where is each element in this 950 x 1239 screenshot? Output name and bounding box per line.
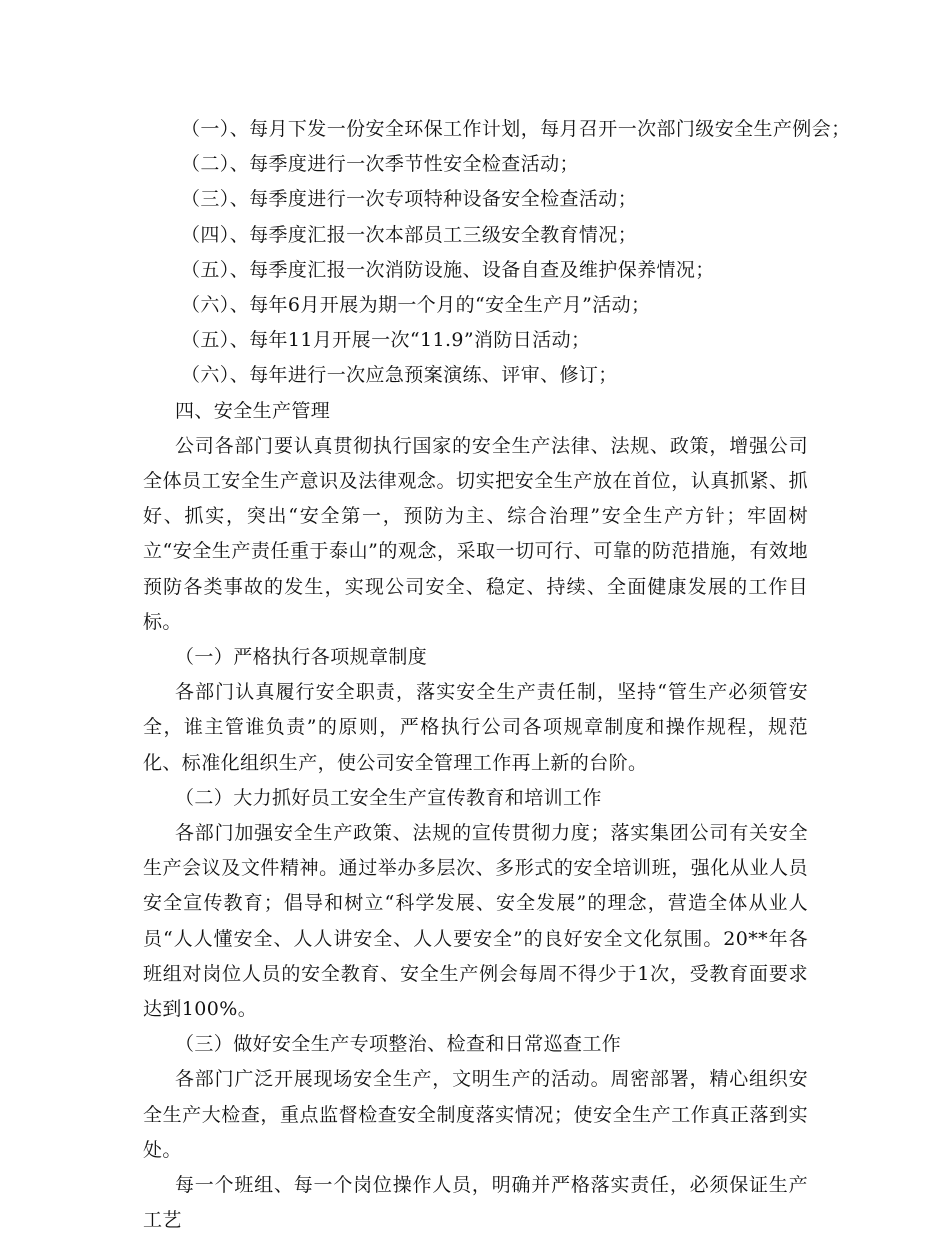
list-item-4: （四）、每季度汇报一次本部员工三级安全教育情况；: [181, 223, 638, 246]
intro-paragraph: 公司各部门要认真贯彻执行国家的安全生产法律、法规、政策，增强公司全体员工安全生产意识及法律观念。切实把安全生产放在首位，认真抓紧、抓好、抓实，突出“安全第一，预防为主、综合治理”安全生产方针；牢固树立“安全生产责任重于泰山”的观念，采取一切可行、可靠的防范措施，有效地预防各类事故的发生，实现公司安全、稳定、持续、全面健康发展的工作目标。: [143, 434, 808, 633]
document-body: [143, 112, 851, 1239]
section-heading: 四、安全生产管理: [175, 399, 331, 422]
list-item-6: （六）、每年6月开展为期一个月的“安全生产月”活动；: [181, 294, 651, 317]
subsection-paragraph-3: 各部门广泛开展现场安全生产，文明生产的活动。周密部署，精心组织安全生产大检查，重点监督检查安全制度落实情况；使安全生产工作真正落到实处。: [143, 1068, 808, 1161]
subsection-heading-2: （二）大力抓好员工安全生产宣传教育和培训工作: [175, 786, 602, 809]
subsection-paragraph-2: 各部门加强安全生产政策、法规的宣传贯彻力度；落实集团公司有关安全生产会议及文件精神。通过举办多层次、多形式的安全培训班，强化从业人员安全宣传教育；倡导和树立“科学发展、安全发展”的理念，营造全体从业人员“人人懂安全、人人讲安全、人人要安全”的良好安全文化氛围。20**年各班组对岗位人员的安全教育、安全生产例会每周不得少于1次，受教育面要求达到100%。: [143, 822, 808, 1021]
subsection-heading-1: （一）严格执行各项规章制度: [175, 646, 428, 669]
list-item-8: （六）、每年进行一次应急预案演练、评审、修订；: [181, 364, 618, 387]
subsection-paragraph-1: 各部门认真履行安全职责，落实安全生产责任制，坚持“管生产必须管安全，谁主管谁负责”的原则，严格执行公司各项规章制度和操作规程，规范化、标准化组织生产，使公司安全管理工作再上新的台阶。: [143, 681, 808, 774]
last-paragraph: 每一个班组、每一个岗位操作人员，明确并严格落实责任，必须保证生产工艺: [143, 1174, 808, 1232]
list-item-2: （二）、每季度进行一次季节性安全检查活动；: [181, 153, 579, 176]
list-item-3: （三）、每季度进行一次专项特种设备安全检查活动；: [181, 188, 638, 211]
list-item-7: （五）、每年11月开展一次“11.9”消防日活动；: [181, 329, 591, 352]
list-item-1: （一）、每月下发一份安全环保工作计划，每月召开一次部门级安全生产例会；: [181, 118, 851, 140]
subsection-heading-3: （三）做好安全生产专项整治、检查和日常巡查工作: [175, 1033, 622, 1056]
list-item-5: （五）、每季度汇报一次消防设施、设备自查及维护保养情况；: [181, 258, 715, 281]
